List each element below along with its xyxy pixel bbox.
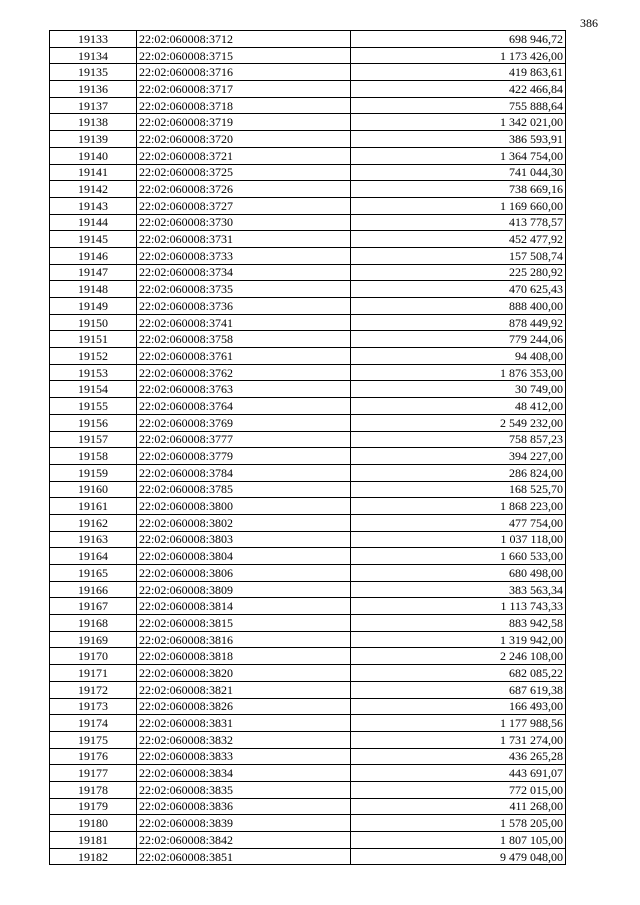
cadastral-number-cell: 22:02:060008:3818 bbox=[137, 648, 351, 665]
cadastral-number-cell: 22:02:060008:3831 bbox=[137, 715, 351, 732]
cadastral-value-cell: 738 669,16 bbox=[351, 181, 566, 198]
row-number-cell: 19178 bbox=[50, 781, 137, 798]
row-number-cell: 19161 bbox=[50, 498, 137, 515]
row-number-cell: 19158 bbox=[50, 448, 137, 465]
row-number-cell: 19182 bbox=[50, 848, 137, 865]
table-row bbox=[50, 114, 566, 131]
cadastral-number-cell: 22:02:060008:3721 bbox=[137, 147, 351, 164]
cadastral-value-cell: 680 498,00 bbox=[351, 565, 566, 582]
cadastral-value-cell: 888 400,00 bbox=[351, 298, 566, 315]
cadastral-number-cell: 22:02:060008:3733 bbox=[137, 247, 351, 264]
row-number-cell: 19136 bbox=[50, 81, 137, 98]
row-number-cell: 19163 bbox=[50, 531, 137, 548]
cadastral-value-cell: 1 364 754,00 bbox=[351, 147, 566, 164]
cadastral-number-cell: 22:02:060008:3717 bbox=[137, 81, 351, 98]
cadastral-number-cell: 22:02:060008:3821 bbox=[137, 681, 351, 698]
cadastral-value-cell: 166 493,00 bbox=[351, 698, 566, 715]
table-row bbox=[50, 631, 566, 648]
row-number-cell: 19166 bbox=[50, 581, 137, 598]
cadastral-value-cell: 772 015,00 bbox=[351, 781, 566, 798]
cadastral-number-cell: 22:02:060008:3826 bbox=[137, 698, 351, 715]
table-row bbox=[50, 765, 566, 782]
cadastral-value-cell: 758 857,23 bbox=[351, 431, 566, 448]
row-number-cell: 19167 bbox=[50, 598, 137, 615]
table-row bbox=[50, 481, 566, 498]
table-row bbox=[50, 681, 566, 698]
cadastral-value-cell: 1 876 353,00 bbox=[351, 364, 566, 381]
row-number-cell: 19134 bbox=[50, 47, 137, 64]
cadastral-number-cell: 22:02:060008:3762 bbox=[137, 364, 351, 381]
cadastral-value-cell: 687 619,38 bbox=[351, 681, 566, 698]
table-row bbox=[50, 832, 566, 849]
cadastral-value-cell: 168 525,70 bbox=[351, 481, 566, 498]
cadastral-number-cell: 22:02:060008:3800 bbox=[137, 498, 351, 515]
table-row bbox=[50, 197, 566, 214]
cadastral-number-cell: 22:02:060008:3712 bbox=[137, 31, 351, 48]
row-number-cell: 19180 bbox=[50, 815, 137, 832]
cadastral-number-cell: 22:02:060008:3834 bbox=[137, 765, 351, 782]
cadastral-number-cell: 22:02:060008:3735 bbox=[137, 281, 351, 298]
row-number-cell: 19147 bbox=[50, 264, 137, 281]
table-body bbox=[50, 31, 566, 865]
row-number-cell: 19165 bbox=[50, 565, 137, 582]
cadastral-number-cell: 22:02:060008:3816 bbox=[137, 631, 351, 648]
cadastral-number-cell: 22:02:060008:3851 bbox=[137, 848, 351, 865]
table-row bbox=[50, 314, 566, 331]
cadastral-value-cell: 157 508,74 bbox=[351, 247, 566, 264]
cadastral-number-cell: 22:02:060008:3719 bbox=[137, 114, 351, 131]
row-number-cell: 19142 bbox=[50, 181, 137, 198]
table-row bbox=[50, 565, 566, 582]
cadastral-number-cell: 22:02:060008:3809 bbox=[137, 581, 351, 598]
row-number-cell: 19138 bbox=[50, 114, 137, 131]
cadastral-value-cell: 779 244,06 bbox=[351, 331, 566, 348]
row-number-cell: 19179 bbox=[50, 798, 137, 815]
table-row bbox=[50, 331, 566, 348]
row-number-cell: 19151 bbox=[50, 331, 137, 348]
table-row bbox=[50, 348, 566, 365]
cadastral-value-cell: 436 265,28 bbox=[351, 748, 566, 765]
table-row bbox=[50, 848, 566, 865]
row-number-cell: 19171 bbox=[50, 665, 137, 682]
cadastral-number-cell: 22:02:060008:3804 bbox=[137, 548, 351, 565]
cadastral-value-cell: 477 754,00 bbox=[351, 514, 566, 531]
table-row bbox=[50, 731, 566, 748]
row-number-cell: 19164 bbox=[50, 548, 137, 565]
cadastral-number-cell: 22:02:060008:3839 bbox=[137, 815, 351, 832]
cadastral-value-cell: 386 593,91 bbox=[351, 131, 566, 148]
cadastral-number-cell: 22:02:060008:3725 bbox=[137, 164, 351, 181]
row-number-cell: 19148 bbox=[50, 281, 137, 298]
table-row bbox=[50, 281, 566, 298]
cadastral-number-cell: 22:02:060008:3815 bbox=[137, 615, 351, 632]
cadastral-value-cell: 422 466,84 bbox=[351, 81, 566, 98]
cadastral-number-cell: 22:02:060008:3814 bbox=[137, 598, 351, 615]
cadastral-number-cell: 22:02:060008:3803 bbox=[137, 531, 351, 548]
cadastral-value-cell: 1 177 988,56 bbox=[351, 715, 566, 732]
row-number-cell: 19141 bbox=[50, 164, 137, 181]
cadastral-number-cell: 22:02:060008:3758 bbox=[137, 331, 351, 348]
page-number: 386 bbox=[580, 16, 598, 30]
cadastral-value-cell: 411 268,00 bbox=[351, 798, 566, 815]
cadastral-number-cell: 22:02:060008:3832 bbox=[137, 731, 351, 748]
cadastral-number-cell: 22:02:060008:3764 bbox=[137, 398, 351, 415]
cadastral-value-cell: 1 113 743,33 bbox=[351, 598, 566, 615]
cadastral-number-cell: 22:02:060008:3731 bbox=[137, 231, 351, 248]
cadastral-number-cell: 22:02:060008:3736 bbox=[137, 298, 351, 315]
row-number-cell: 19177 bbox=[50, 765, 137, 782]
cadastral-value-cell: 2 549 232,00 bbox=[351, 414, 566, 431]
cadastral-value-cell: 883 942,58 bbox=[351, 615, 566, 632]
cadastral-number-cell: 22:02:060008:3842 bbox=[137, 832, 351, 849]
cadastral-number-cell: 22:02:060008:3785 bbox=[137, 481, 351, 498]
row-number-cell: 19149 bbox=[50, 298, 137, 315]
cadastral-value-cell: 1 578 205,00 bbox=[351, 815, 566, 832]
table-row bbox=[50, 298, 566, 315]
cadastral-value-cell: 878 449,92 bbox=[351, 314, 566, 331]
row-number-cell: 19175 bbox=[50, 731, 137, 748]
cadastral-value-cell: 225 280,92 bbox=[351, 264, 566, 281]
cadastral-number-cell: 22:02:060008:3802 bbox=[137, 514, 351, 531]
cadastral-number-cell: 22:02:060008:3806 bbox=[137, 565, 351, 582]
table-row bbox=[50, 147, 566, 164]
row-number-cell: 19181 bbox=[50, 832, 137, 849]
row-number-cell: 19155 bbox=[50, 398, 137, 415]
cadastral-number-cell: 22:02:060008:3730 bbox=[137, 214, 351, 231]
row-number-cell: 19145 bbox=[50, 231, 137, 248]
row-number-cell: 19153 bbox=[50, 364, 137, 381]
row-number-cell: 19160 bbox=[50, 481, 137, 498]
cadastral-number-cell: 22:02:060008:3779 bbox=[137, 448, 351, 465]
row-number-cell: 19162 bbox=[50, 514, 137, 531]
row-number-cell: 19140 bbox=[50, 147, 137, 164]
row-number-cell: 19170 bbox=[50, 648, 137, 665]
table-row bbox=[50, 47, 566, 64]
row-number-cell: 19172 bbox=[50, 681, 137, 698]
row-number-cell: 19152 bbox=[50, 348, 137, 365]
cadastral-value-cell: 698 946,72 bbox=[351, 31, 566, 48]
table-row bbox=[50, 665, 566, 682]
cadastral-value-cell: 1 169 660,00 bbox=[351, 197, 566, 214]
cadastral-value-cell: 741 044,30 bbox=[351, 164, 566, 181]
cadastral-number-cell: 22:02:060008:3715 bbox=[137, 47, 351, 64]
cadastral-value-cell: 1 807 105,00 bbox=[351, 832, 566, 849]
table-row bbox=[50, 431, 566, 448]
table-row bbox=[50, 231, 566, 248]
cadastral-value-cell: 755 888,64 bbox=[351, 97, 566, 114]
table-row bbox=[50, 131, 566, 148]
table-row bbox=[50, 247, 566, 264]
cadastral-number-cell: 22:02:060008:3833 bbox=[137, 748, 351, 765]
row-number-cell: 19157 bbox=[50, 431, 137, 448]
cadastral-value-cell: 1 319 942,00 bbox=[351, 631, 566, 648]
table-row bbox=[50, 81, 566, 98]
row-number-cell: 19150 bbox=[50, 314, 137, 331]
row-number-cell: 19159 bbox=[50, 464, 137, 481]
cadastral-number-cell: 22:02:060008:3763 bbox=[137, 381, 351, 398]
cadastral-number-cell: 22:02:060008:3720 bbox=[137, 131, 351, 148]
table-row bbox=[50, 648, 566, 665]
cadastral-value-cell: 383 563,34 bbox=[351, 581, 566, 598]
cadastral-number-cell: 22:02:060008:3835 bbox=[137, 781, 351, 798]
table-row bbox=[50, 498, 566, 515]
table-row bbox=[50, 381, 566, 398]
table-row bbox=[50, 164, 566, 181]
row-number-cell: 19156 bbox=[50, 414, 137, 431]
cadastral-value-cell: 1 660 533,00 bbox=[351, 548, 566, 565]
cadastral-value-cell: 30 749,00 bbox=[351, 381, 566, 398]
table-row bbox=[50, 781, 566, 798]
cadastral-value-cell: 1 868 223,00 bbox=[351, 498, 566, 515]
row-number-cell: 19137 bbox=[50, 97, 137, 114]
cadastral-number-cell: 22:02:060008:3716 bbox=[137, 64, 351, 81]
row-number-cell: 19174 bbox=[50, 715, 137, 732]
row-number-cell: 19176 bbox=[50, 748, 137, 765]
row-number-cell: 19135 bbox=[50, 64, 137, 81]
table-row bbox=[50, 698, 566, 715]
table-row bbox=[50, 615, 566, 632]
table-row bbox=[50, 398, 566, 415]
cadastral-value-cell: 48 412,00 bbox=[351, 398, 566, 415]
table-row bbox=[50, 97, 566, 114]
cadastral-value-cell: 1 731 274,00 bbox=[351, 731, 566, 748]
cadastral-value-cell: 9 479 048,00 bbox=[351, 848, 566, 865]
table-row bbox=[50, 815, 566, 832]
cadastral-number-cell: 22:02:060008:3769 bbox=[137, 414, 351, 431]
table-row bbox=[50, 748, 566, 765]
table-row bbox=[50, 31, 566, 48]
cadastral-number-cell: 22:02:060008:3777 bbox=[137, 431, 351, 448]
row-number-cell: 19168 bbox=[50, 615, 137, 632]
row-number-cell: 19143 bbox=[50, 197, 137, 214]
table-row bbox=[50, 214, 566, 231]
cadastral-value-cell: 286 824,00 bbox=[351, 464, 566, 481]
row-number-cell: 19146 bbox=[50, 247, 137, 264]
table-row bbox=[50, 414, 566, 431]
row-number-cell: 19139 bbox=[50, 131, 137, 148]
cadastral-value-cell: 443 691,07 bbox=[351, 765, 566, 782]
table-row bbox=[50, 264, 566, 281]
table-row bbox=[50, 531, 566, 548]
cadastral-number-cell: 22:02:060008:3820 bbox=[137, 665, 351, 682]
cadastral-number-cell: 22:02:060008:3734 bbox=[137, 264, 351, 281]
cadastral-value-cell: 682 085,22 bbox=[351, 665, 566, 682]
cadastral-value-cell: 394 227,00 bbox=[351, 448, 566, 465]
table-row bbox=[50, 364, 566, 381]
row-number-cell: 19154 bbox=[50, 381, 137, 398]
table-row bbox=[50, 581, 566, 598]
row-number-cell: 19144 bbox=[50, 214, 137, 231]
cadastral-number-cell: 22:02:060008:3718 bbox=[137, 97, 351, 114]
table-row bbox=[50, 598, 566, 615]
cadastral-value-cell: 94 408,00 bbox=[351, 348, 566, 365]
row-number-cell: 19173 bbox=[50, 698, 137, 715]
cadastral-value-cell: 413 778,57 bbox=[351, 214, 566, 231]
table-row bbox=[50, 715, 566, 732]
cadastral-number-cell: 22:02:060008:3727 bbox=[137, 197, 351, 214]
table-row bbox=[50, 548, 566, 565]
cadastral-value-cell: 2 246 108,00 bbox=[351, 648, 566, 665]
cadastral-number-cell: 22:02:060008:3726 bbox=[137, 181, 351, 198]
table-row bbox=[50, 798, 566, 815]
cadastral-number-cell: 22:02:060008:3761 bbox=[137, 348, 351, 365]
cadastral-value-table bbox=[49, 30, 566, 865]
cadastral-value-cell: 1 173 426,00 bbox=[351, 47, 566, 64]
cadastral-value-cell: 419 863,61 bbox=[351, 64, 566, 81]
table-row bbox=[50, 464, 566, 481]
cadastral-value-cell: 452 477,92 bbox=[351, 231, 566, 248]
cadastral-value-cell: 1 037 118,00 bbox=[351, 531, 566, 548]
cadastral-value-cell: 470 625,43 bbox=[351, 281, 566, 298]
row-number-cell: 19169 bbox=[50, 631, 137, 648]
table-row bbox=[50, 448, 566, 465]
cadastral-value-cell: 1 342 021,00 bbox=[351, 114, 566, 131]
cadastral-number-cell: 22:02:060008:3836 bbox=[137, 798, 351, 815]
table-row bbox=[50, 514, 566, 531]
cadastral-number-cell: 22:02:060008:3741 bbox=[137, 314, 351, 331]
cadastral-number-cell: 22:02:060008:3784 bbox=[137, 464, 351, 481]
table-row bbox=[50, 181, 566, 198]
row-number-cell: 19133 bbox=[50, 31, 137, 48]
table-row bbox=[50, 64, 566, 81]
